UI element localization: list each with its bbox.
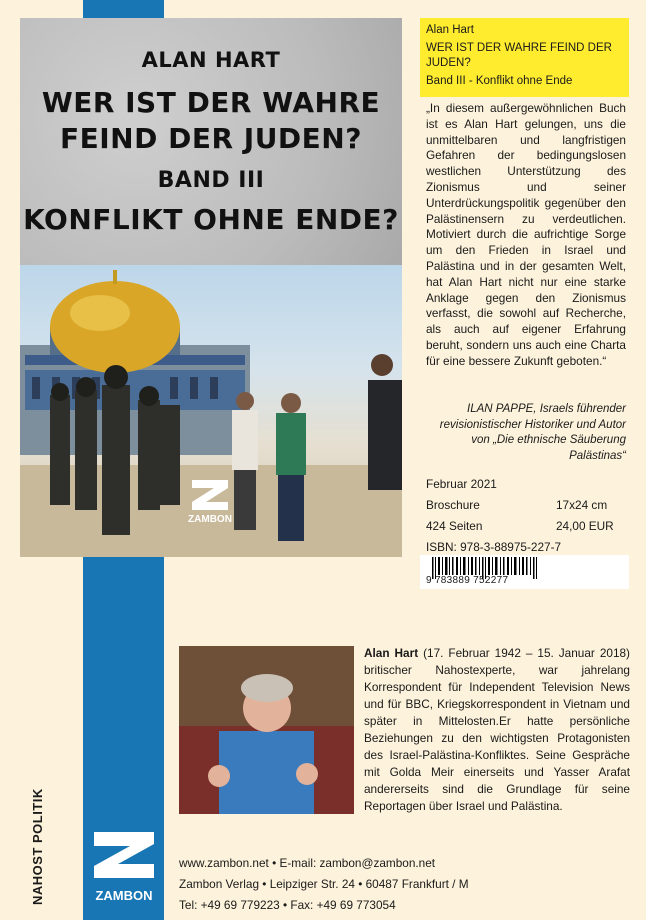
zambon-z-icon bbox=[188, 478, 232, 518]
book-cover bbox=[20, 18, 402, 557]
format-label: Broschure bbox=[426, 498, 480, 512]
header-author: Alan Hart bbox=[426, 24, 474, 36]
isbn: ISBN: 978-3-88975-227-7 bbox=[426, 540, 562, 554]
cover-title-area bbox=[20, 18, 402, 265]
price-value: 24,00 EUR bbox=[556, 519, 614, 533]
format-value: 17x24 cm bbox=[556, 498, 608, 512]
header-title: WER IST DER WAHRE FEIND DER JUDEN? bbox=[426, 42, 612, 69]
spine-zambon-logo bbox=[90, 830, 158, 906]
publication-info bbox=[426, 474, 626, 558]
contact-address: Zambon Verlag • Leipziger Str. 24 • 60487 Frankfurt / M bbox=[179, 877, 469, 891]
header-volume: Band III - Konflikt ohne Ende bbox=[426, 75, 573, 87]
quote-attribution: ILAN PAPPE, Israels führender revisionistischer Historiker und Autor von „Die ethnische Säuberung Palästinas“ bbox=[439, 403, 626, 462]
bio-text: (17. Februar 1942 – 15. Januar 2018) britischer Nahostexperte, war jahrelang Korrespondent für Independent Television News und für BBC, Kriegskorrespondent in Vietnam und später in Mittelosten.Er hatte persönliche Beziehungen zu den wichtigsten Protagonisten des Israel-Palästina-Konfliktes. Seine Gespräche mit Golda Meir einerseits und Yasser Arafat andererseits sind die Grundlage für seine Reportagen über Israel und Palästina. bbox=[364, 646, 630, 813]
author-photo bbox=[179, 646, 354, 814]
header-box bbox=[420, 18, 629, 97]
bio-author-name: Alan Hart bbox=[364, 646, 419, 660]
cover-logo-text: ZAMBON bbox=[188, 514, 232, 525]
cover-subtitle: KONFLIKT OHNE ENDE? bbox=[23, 203, 399, 236]
zambon-z-icon bbox=[90, 830, 158, 886]
author-bio bbox=[364, 645, 630, 815]
cover-author: ALAN HART bbox=[141, 48, 281, 72]
cover-zambon-logo bbox=[188, 478, 232, 525]
contact-phone-fax: Tel: +49 69 779223 • Fax: +49 69 773054 bbox=[179, 898, 396, 912]
category-label: NAHOST POLITIK bbox=[30, 788, 45, 905]
pub-date: Februar 2021 bbox=[426, 477, 497, 491]
cover-band: BAND III bbox=[157, 168, 265, 193]
review-quote: „In diesem außergewöhnlichen Buch ist es Alan Hart gelungen, uns die unmittelbaren und langfristigen Gefahren der bedingungslosen westlichen Unterstützung des Zionismus und seiner Unterdrückungspolitik gegenüber den Palästinensern zu verdeutlichen. Motiviert durch die aufrichtige Sorge um den Frieden in Israel und Palästina und in der gesamten Welt, hat Alan Hart nicht nur eine starke Anklage gegen den Zionismus verfasst, die sowohl auf Recherche, als auch auf eigener Erfahrung beruht, sondern uns auch eine Charta für eine bessere Zukunft geboten.“ bbox=[426, 101, 626, 368]
barcode-digits: 9 783889 752277 bbox=[426, 575, 509, 586]
cover-title-line-1: WER IST DER WAHRE bbox=[41, 86, 381, 119]
contact-web-email: www.zambon.net • E-mail: zambon@zambon.net bbox=[179, 856, 436, 870]
spine-logo-text: ZAMBON bbox=[95, 888, 153, 903]
pages-label: 424 Seiten bbox=[426, 519, 483, 533]
cover-title-line-2: FEIND DER JUDEN? bbox=[60, 122, 362, 155]
contact-info bbox=[179, 853, 469, 916]
